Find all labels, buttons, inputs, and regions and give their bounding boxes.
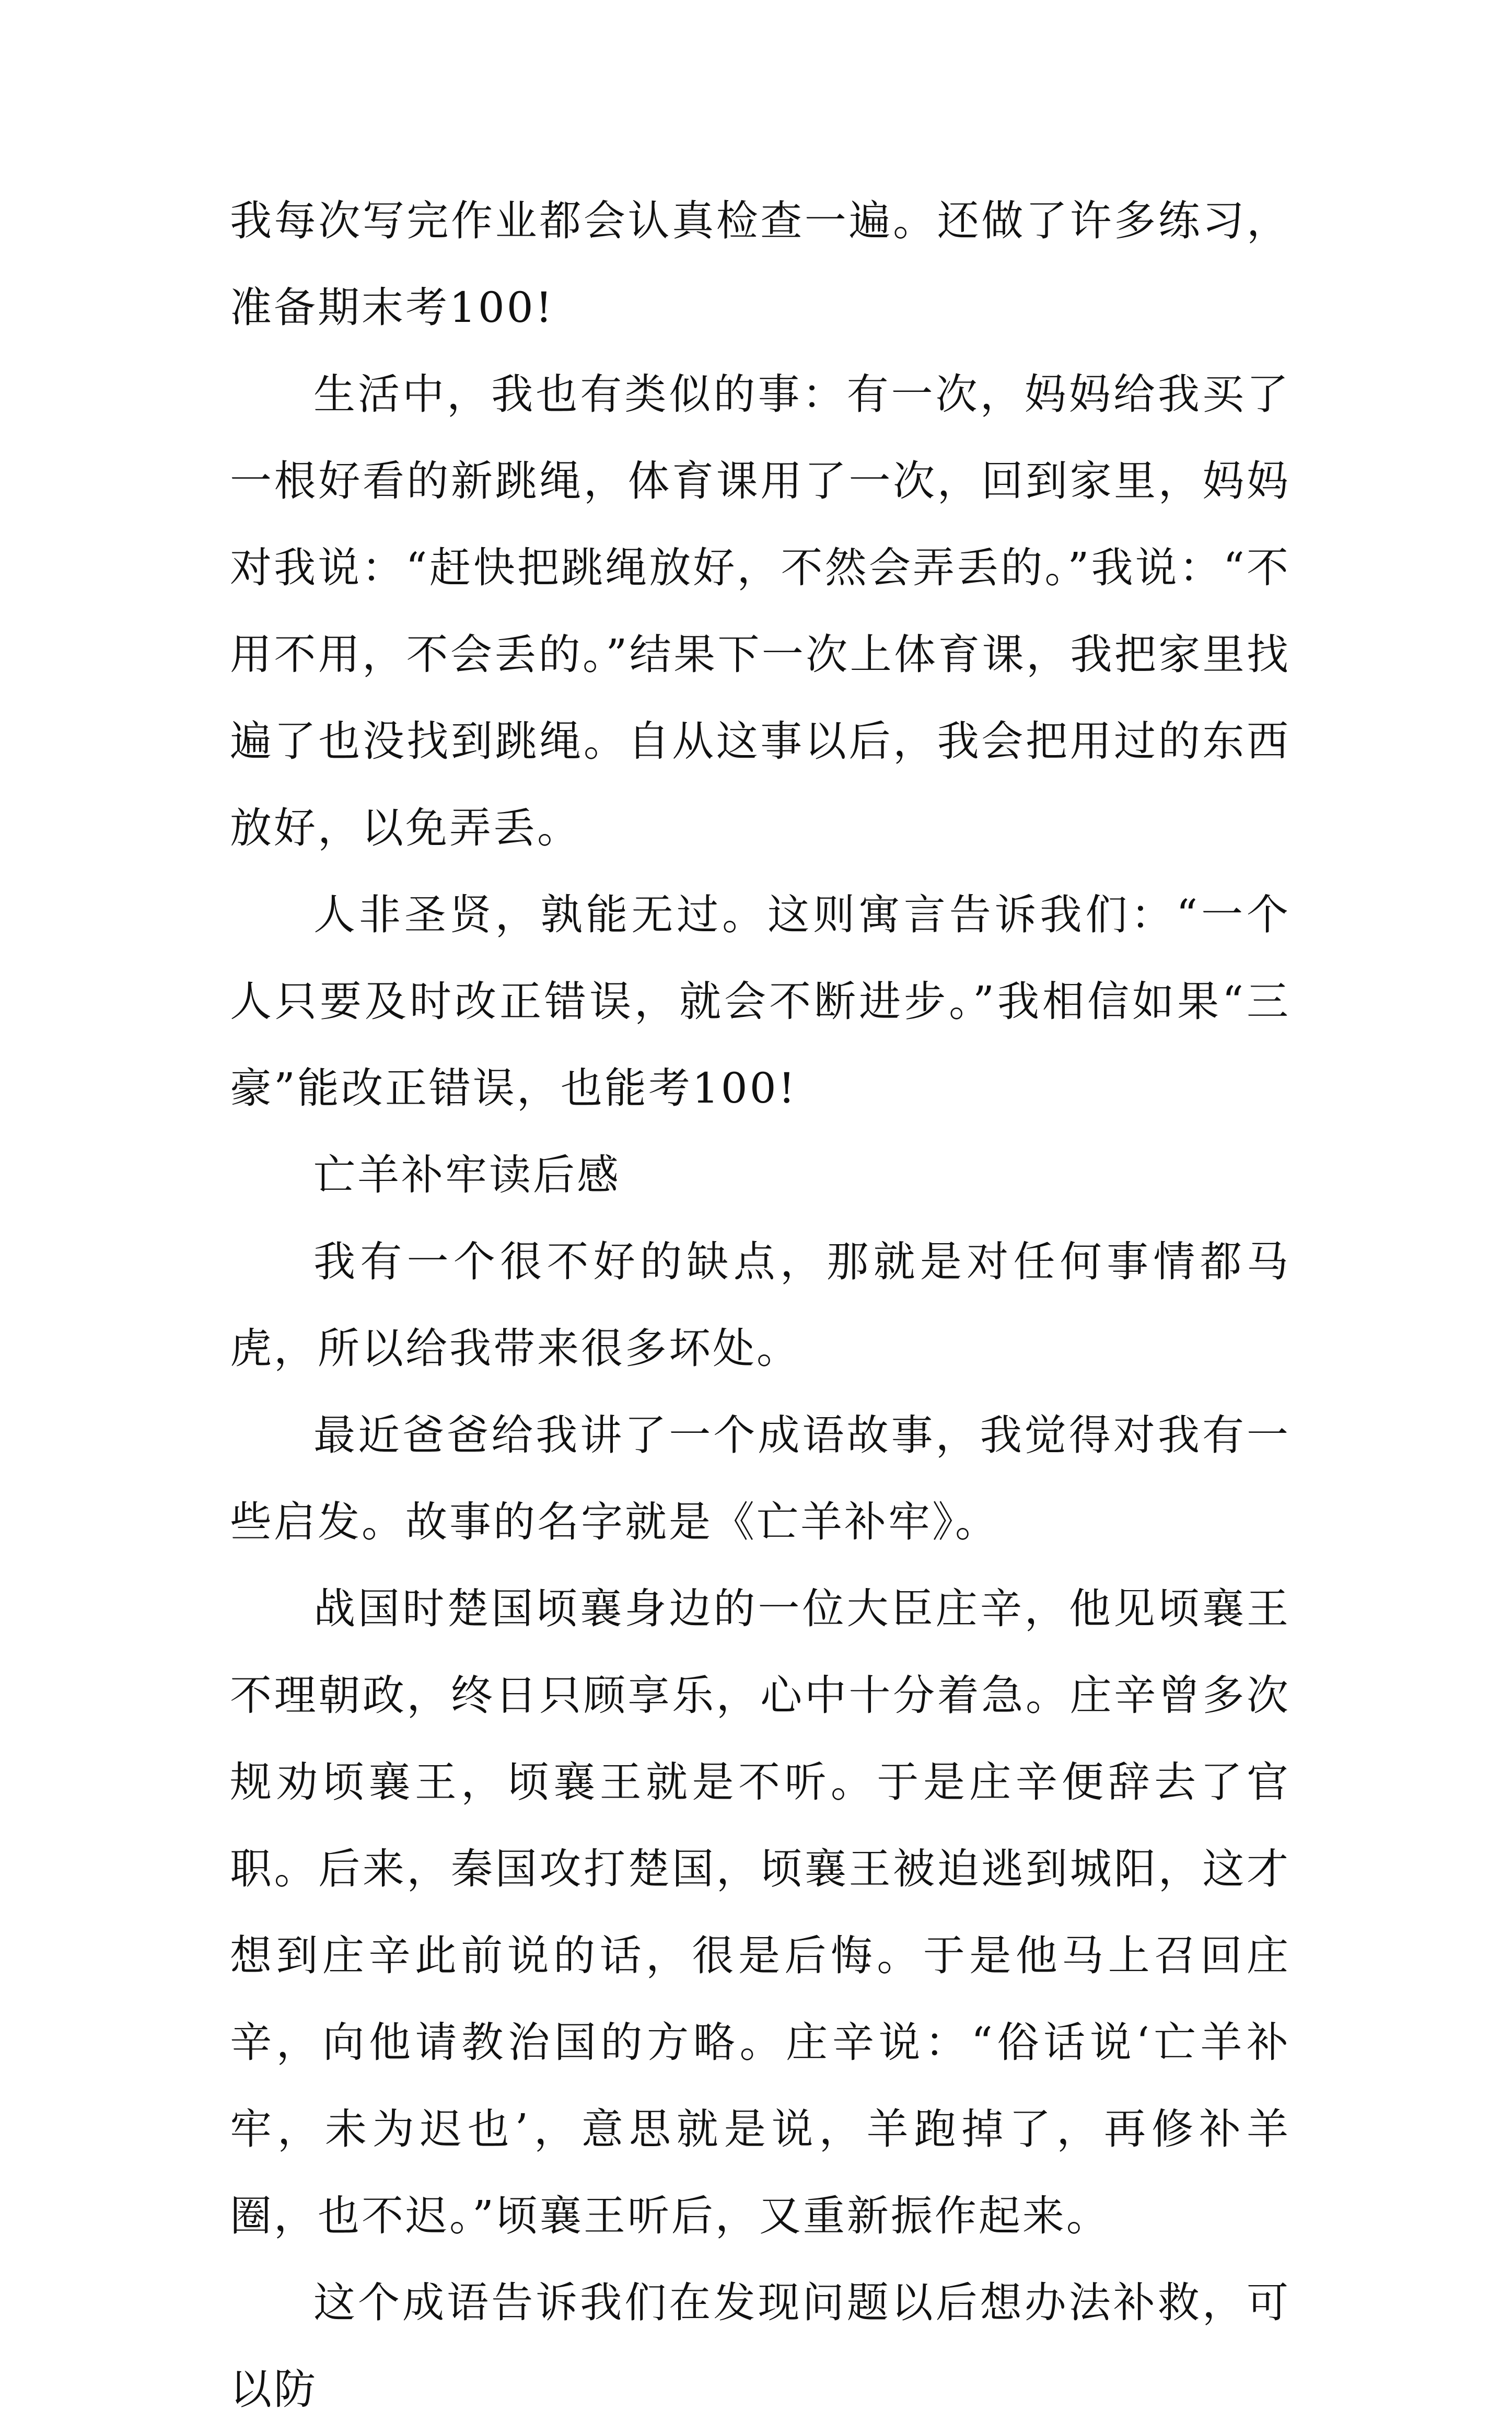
section-heading: 亡羊补牢读后感 (313, 1151, 621, 1199)
document-body (230, 178, 1290, 2433)
paragraph-5: 最近爸爸给我讲了一个成语故事，我觉得对我有一些启发。故事的名字就是《亡羊补牢》。 (230, 1411, 1290, 1546)
paragraph-6: 战国时楚国顷襄身边的一位大臣庄辛，他见顷襄王不理朝政，终日只顾享乐，心中十分着急。庄辛曾多次规劝顷襄王，顷襄王就是不听。于是庄辛便辞去了官职。后来，秦国攻打楚国，顷襄王被迫逃到城阳，这才想到庄辛此前说的话，很是后悔。于是他马上召回庄辛，向他请教治国的方略。庄辛说：“俗话说‘亡羊补牢，未为迟也’，意思就是说，羊跑掉了，再修补羊圈，也不迟。”顷襄王听后，又重新振作起来。 (230, 1584, 1290, 2240)
paragraph-4: 我有一个很不好的缺点，那就是对任何事情都马虎，所以给我带来很多坏处。 (230, 1237, 1290, 1373)
paragraph-1: 我每次写完作业都会认真检查一遍。还做了许多练习，准备期末考100! (230, 196, 1290, 332)
paragraph-3: 人非圣贤，孰能无过。这则寓言告诉我们：“一个人只要及时改正错误，就会不断进步。”我相信如果“三豪”能改正错误，也能考100! (230, 890, 1290, 1113)
paragraph-7: 这个成语告诉我们在发现问题以后想办法补救，可以防 (230, 2278, 1290, 2414)
paragraph-2: 生活中，我也有类似的事：有一次，妈妈给我买了一根好看的新跳绳，体育课用了一次，回到家里，妈妈对我说：“赶快把跳绳放好，不然会弄丢的。”我说：“不用不用，不会丢的。”结果下一次上体育课，我把家里找遍了也没找到跳绳。自从这事以后，我会把用过的东西放好，以免弄丢。 (230, 370, 1290, 852)
